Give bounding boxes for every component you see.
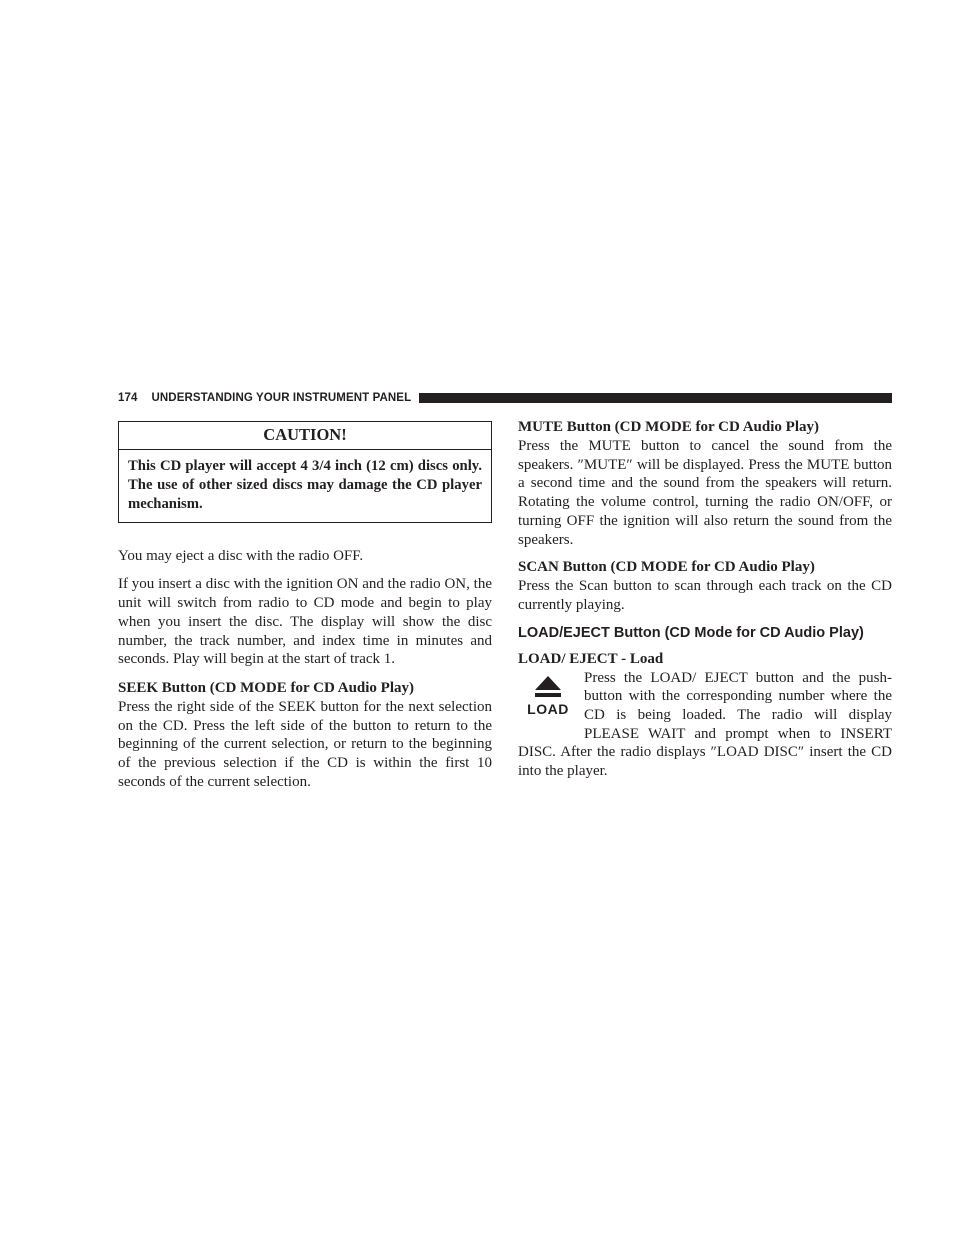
mute-paragraph: Press the MUTE button to cancel the sound from the speakers. ″MUTE″ will be displayed. Press the MUTE button a second time and the sound from the speakers will return. Rotating the volume control, turning the radio ON/OFF, or turning OFF the ignition will also return the sound from the speakers. [518, 438, 892, 548]
right-column [518, 418, 892, 790]
page-number: 174 [118, 392, 138, 404]
mute-heading: MUTE Button (CD MODE for CD Audio Play) [518, 419, 819, 435]
section-title: UNDERSTANDING YOUR INSTRUMENT PANEL [151, 392, 412, 404]
page-header [118, 390, 892, 406]
scan-paragraph: Press the Scan button to scan through each track on the CD currently playing. [518, 578, 892, 613]
seek-paragraph: Press the right side of the SEEK button for the next selection on the CD. Press the left side of the button to return to the beginning of the current selection, or return to the beginning of the previous selection if the CD is within the first 10 seconds of the current selection. [118, 698, 492, 790]
load-icon-label: LOAD [527, 700, 569, 717]
header-rule [419, 393, 892, 403]
eject-paragraph: You may eject a disc with the radio OFF. [118, 547, 364, 564]
load-eject-section [518, 624, 892, 790]
insert-disc-paragraph: If you insert a disc with the ignition ON and the radio ON, the unit will switch from radio to CD mode and begin to play when you insert the disc. The display will show the disc number, the track number, and index time in minutes and seconds. Play will begin at the start of track 1. [118, 576, 492, 668]
left-column [118, 421, 492, 800]
scan-heading: SCAN Button (CD MODE for CD Audio Play) [518, 559, 815, 576]
eject-icon [518, 675, 578, 733]
mute-section [518, 418, 892, 549]
caution-box [118, 421, 492, 523]
load-eject-heading: LOAD/EJECT Button (CD Mode for CD Audio Play) [518, 624, 864, 641]
load-eject-subheading: LOAD/ EJECT - Load [518, 650, 664, 667]
eject-triangle [533, 675, 563, 699]
seek-heading: SEEK Button (CD MODE for CD Audio Play) [118, 679, 415, 696]
seek-section [118, 679, 492, 792]
scan-section [518, 558, 892, 614]
load-eject-block [518, 669, 892, 790]
load-eject-paragraph: Press the LOAD/ EJECT button and the push-button with the corresponding number where the CD is being loaded. The radio will display PLEASE WAIT and prompt when to INSERT DISC. After the radio displays ″LOAD DISC″ insert the CD into the player. [518, 669, 892, 780]
caution-text: This CD player will accept 4 3/4 inch (12 cm) discs only. The use of other sized discs may damage the CD player mechanism. [128, 457, 482, 512]
caution-title: CAUTION! [119, 422, 491, 450]
